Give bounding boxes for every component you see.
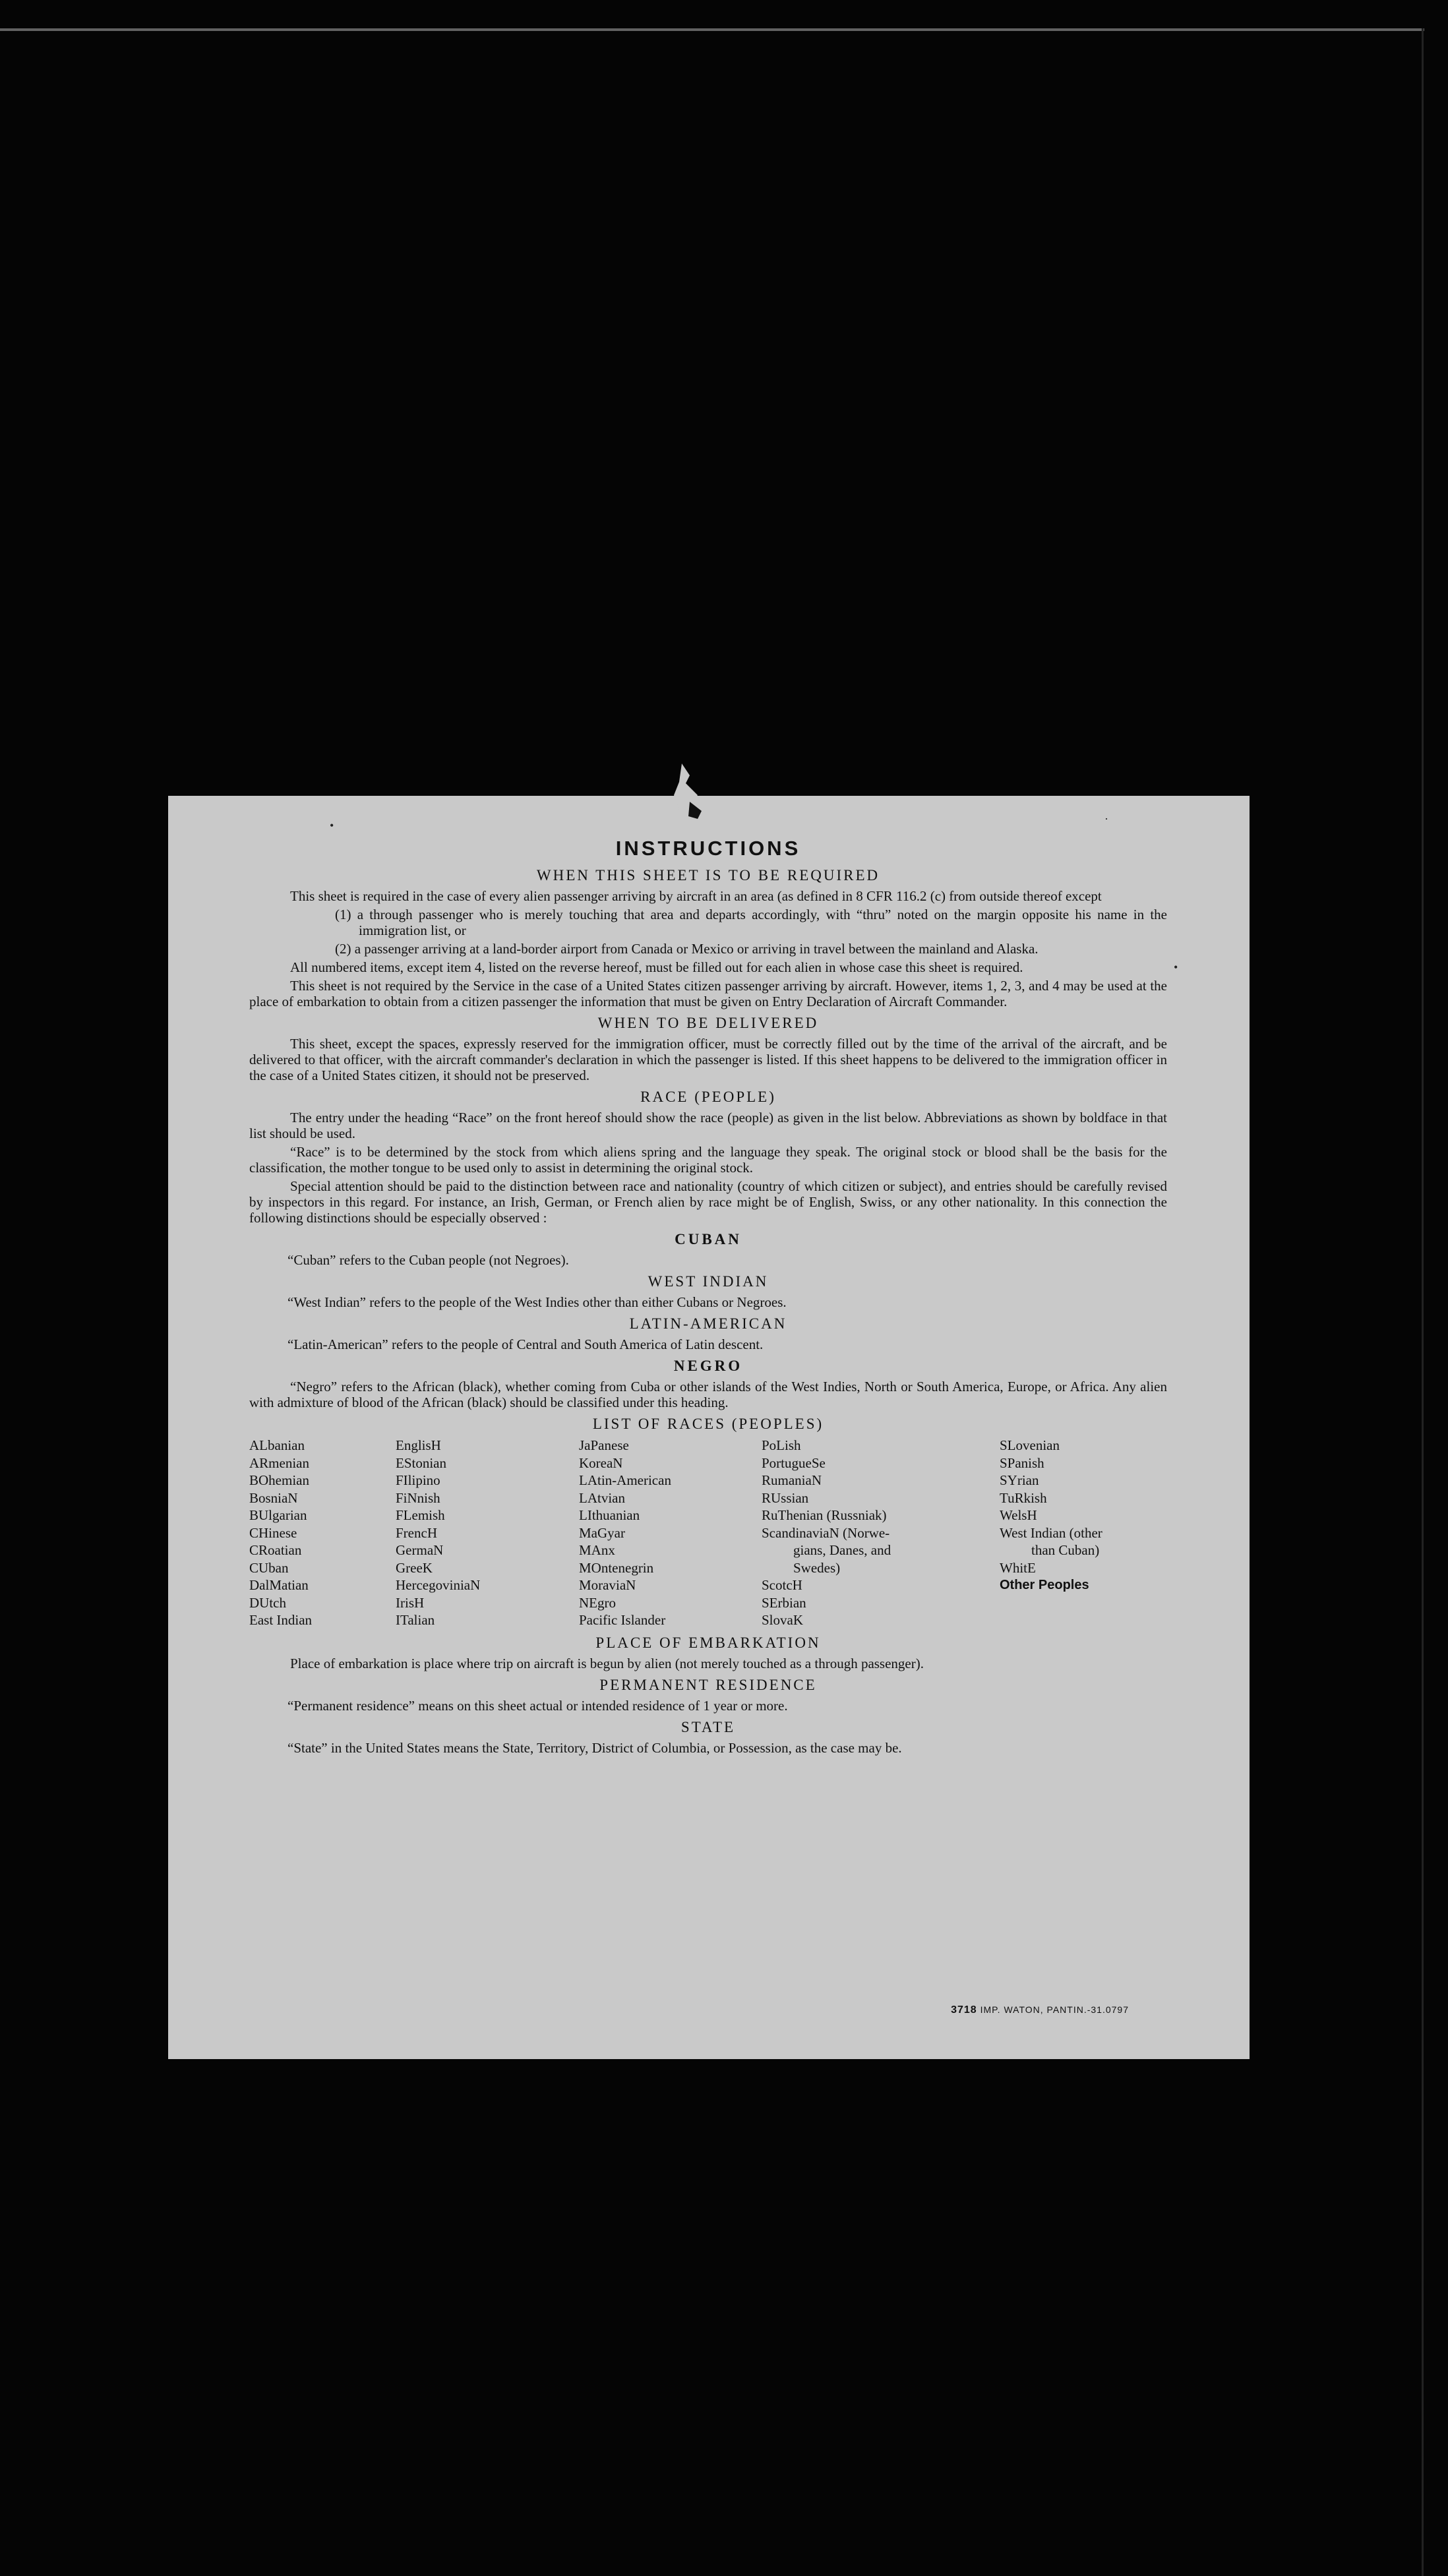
race-entry: RUssian [762,1489,809,1506]
paragraph: This sheet, except the spaces, expressly reserved for the immigration officer, must be correctly filled out by the time of the arrival of the aircraft, and be delivered to that officer, with the aircraft commander's declaration in which the passenger is listed. If this sheet happens to be delivered to the immigration officer in the case of a United States citizen, it should not be preserved. [249,1036,1167,1083]
race-entry: ARmenian [249,1454,309,1471]
race-entry: MoraviaN [579,1577,636,1593]
race-entry: HercegoviniaN [396,1577,481,1593]
race-entry: EnglisH [396,1437,441,1453]
race-entry: WelsH [1000,1507,1037,1523]
speck: · [1104,812,1108,825]
heading-embarkation: PLACE OF EMBARKATION [595,1634,821,1651]
definition: “Latin-American” refers to the people of Central and South America of Latin descent. [287,1336,764,1352]
race-entry: MAnx [579,1542,615,1558]
race-entry: PoLish [762,1437,801,1453]
paragraph: Special attention should be paid to the distinction between race and nationality (country of which citizen or subject), and entries should be carefully revised by inspectors in this regard. For instance, an Irish, German, or French alien by race might be of English, Swiss, or any other nationality. In this connection the following distinctions should be especially observed : [249,1178,1167,1226]
races-column [579,1437,762,1629]
definition: “Cuban” refers to the Cuban people (not Negroes). [287,1252,569,1268]
race-entry: FiNnish [396,1489,440,1506]
race-entry: MaGyar [579,1524,625,1541]
heading-when-required: WHEN THIS SHEET IS TO BE REQUIRED [536,867,880,884]
scan-right-edge [1422,28,1424,2576]
race-entry: LIthuanian [579,1507,640,1523]
heading-permanent-residence: PERMANENT RESIDENCE [599,1676,817,1693]
list-item: (1) a through passenger who is merely touching that area and departs accordingly, with “thru” noted on the margin opposite his name in the immigration list, or [335,907,1167,938]
definition: “Permanent residence” means on this sheet actual or intended residence of 1 year or more. [287,1697,788,1714]
race-entry: ITalian [396,1612,435,1628]
race-entry: SYrian [1000,1472,1039,1488]
race-entry: LAtvian [579,1489,625,1506]
definition: “State” in the United States means the State, Territory, District of Columbia, or Possession, as the case may be. [287,1739,902,1756]
heading-cuban: CUBAN [675,1231,742,1247]
race-entry: ALbanian [249,1437,305,1453]
race-entry: SPanish [1000,1454,1044,1471]
race-entry: CRoatian [249,1542,302,1558]
race-entry: West Indian (other [1000,1524,1102,1541]
race-entry: DUtch [249,1594,286,1611]
paragraph: All numbered items, except item 4, listed on the reverse hereof, must be filled out for each alien in whose case this sheet is required. [290,959,1023,975]
race-entry: Swedes) [793,1559,841,1576]
race-entry: East Indian [249,1612,313,1628]
list-item: (2) a passenger arriving at a land-border airport from Canada or Mexico or arriving in travel between the mainland and Alaska. [335,941,1039,957]
race-entry: MOntenegrin [579,1559,654,1576]
race-entry: NEgro [579,1594,616,1611]
races-column [1000,1437,1171,1629]
race-entry: IrisH [396,1594,425,1611]
paragraph: “Race” is to be determined by the stock from which aliens spring and the language they speak. The original stock or blood shall be the basis for the classification, the mother tongue to be used only to assist in determining the original stock. [249,1144,1167,1176]
speck: • [1174,961,1178,974]
form-number: 3718 [951,2004,977,2016]
race-entry: CHinese [249,1524,297,1541]
paragraph: This sheet is required in the case of every alien passenger arriving by aircraft in an area (as defined in 8 CFR 116.2 (c) from outside thereof except [290,888,1102,904]
races-column [762,1437,1000,1629]
race-entry: TuRkish [1000,1489,1047,1506]
speck: • [330,819,334,832]
paragraph: This sheet is not required by the Service in the case of a United States citizen passenger arriving by aircraft. However, items 1, 2, 3, and 4 may be used at the place of embarkation to obtain from a citizen passenger the information that must be given on Entry Declaration of Aircraft Commander. [249,978,1167,1009]
race-entry: JaPanese [579,1437,629,1453]
heading-latin-american: LATIN-AMERICAN [629,1315,787,1332]
race-entry: GreeK [396,1559,433,1576]
race-entry: SlovaK [762,1612,803,1628]
race-entry: PortugueSe [762,1454,826,1471]
page-title: INSTRUCTIONS [615,837,801,860]
heading-negro: NEGRO [673,1358,743,1374]
heading-when-delivered: WHEN TO BE DELIVERED [597,1015,819,1031]
definition: “Negro” refers to the African (black), whether coming from Cuba or other islands of the West Indies, North or South America, Europe, or Africa. Any alien with admixture of blood of the African (black) should be classified under this heading. [249,1379,1167,1410]
race-entry: ScandinaviaN (Norwe- [762,1524,890,1541]
heading-list-of-races: LIST OF RACES (PEOPLES) [592,1416,824,1432]
race-entry: LAtin-American [579,1472,671,1488]
race-entry: Pacific Islander [579,1612,666,1628]
definition: Place of embarkation is place where trip on aircraft is begun by alien (not merely touched as a through passenger). [290,1655,924,1671]
heading-race: RACE (PEOPLE) [640,1089,776,1105]
race-entry: ScotcH [762,1577,802,1593]
heading-state: STATE [680,1718,736,1735]
definition: “West Indian” refers to the people of the West Indies other than either Cubans or Negroes. [287,1294,787,1310]
race-entry: Other Peoples [1000,1578,1089,1592]
race-entry: than Cuban) [1031,1542,1100,1558]
race-entry: RumaniaN [762,1472,822,1488]
scan-top-edge [0,28,1424,31]
races-table [249,1437,1167,1629]
paragraph: The entry under the heading “Race” on the front hereof should show the race (people) as given in the list below. Abbreviations as shown by boldface in that list should be used. [249,1110,1167,1141]
race-entry: DalMatian [249,1577,309,1593]
race-entry: FLemish [396,1507,445,1523]
race-entry: BosniaN [249,1489,298,1506]
race-entry: gians, Danes, and [793,1542,891,1558]
race-entry: BUlgarian [249,1507,307,1523]
printer-footer [951,2004,1129,2016]
race-entry: KoreaN [579,1454,623,1471]
race-entry: SErbian [762,1594,806,1611]
printer-imprint: IMP. WATON, PANTIN.-31.0797 [980,2004,1129,2015]
race-entry: EStonian [396,1454,446,1471]
race-entry: BOhemian [249,1472,309,1488]
race-entry: GermaN [396,1542,444,1558]
race-entry: FIlipino [396,1472,440,1488]
instruction-sheet [168,796,1250,2059]
tear-mark [659,764,712,836]
race-entry: CUban [249,1559,289,1576]
race-entry: SLovenian [1000,1437,1060,1453]
race-entry: FrencH [396,1524,437,1541]
races-column [396,1437,579,1629]
heading-west-indian: WEST INDIAN [648,1273,769,1290]
race-entry: WhitE [1000,1559,1036,1576]
race-entry: RuThenian (Russniak) [762,1507,887,1523]
races-column [249,1437,396,1629]
